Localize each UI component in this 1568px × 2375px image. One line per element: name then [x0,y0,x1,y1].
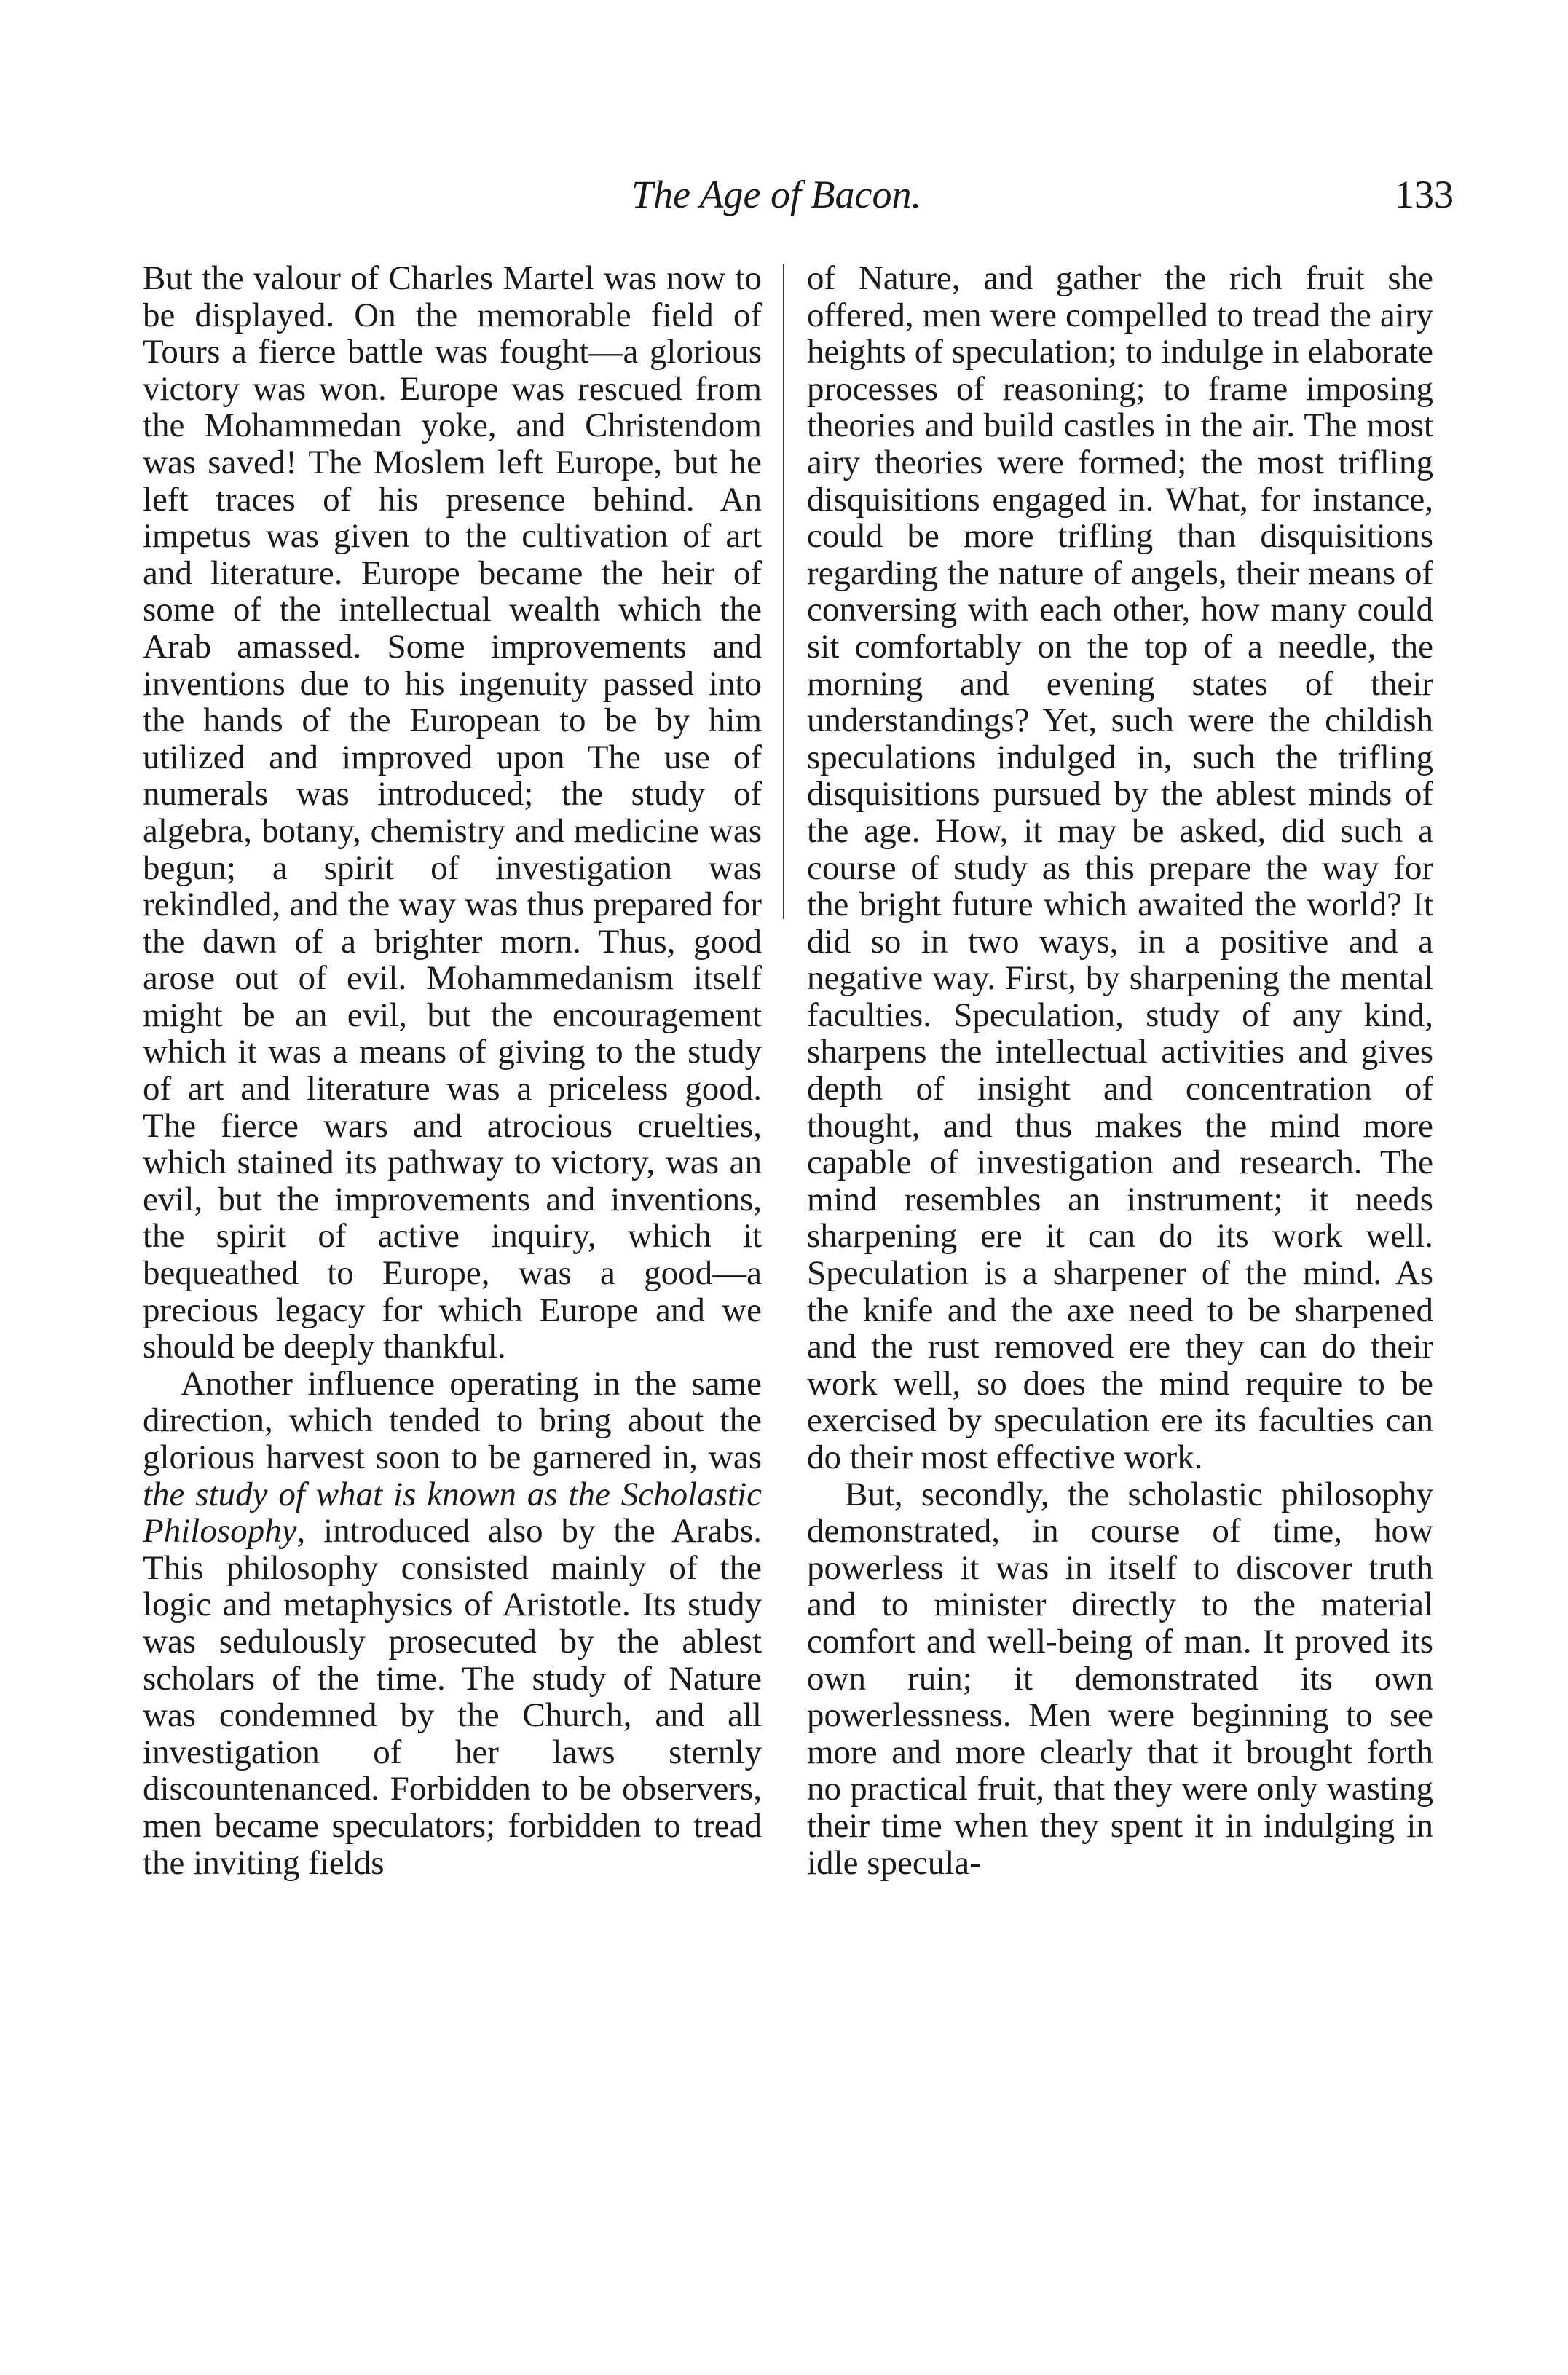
right-column [807,260,1433,1881]
column-divider [783,264,784,919]
paragraph-charles-martel: But the valour of Charles Martel was now to be displayed. On the memorable field of Tours a fierce battle was fought—a glorious victory was won. Europe was rescued from the Mohammedan yoke, and Christendom was saved! The Moslem left Europe, but he left traces of his presence behind. An impetus was given to the cultivation of art and literature. Europe became the heir of some of the intellectual wealth which the Arab amassed. Some improvements and inventions due to his ingenuity passed into the hands of the European to be by him utilized and improved upon The use of numerals was introduced; the study of algebra, botany, chemistry and medicine was begun; a spirit of investigation was rekindled, and the way was thus prepared for the dawn of a brighter morn. Thus, good arose out of evil. Mohammedanism itself might be an evil, but the encouragement which it was a means of giving to the study of art and literature was a priceless good. The fierce wars and atrocious cruelties, which stained its pathway to victory, was an evil, but the improvements and inventions, the spirit of active inquiry, which it bequeathed to Europe, was a good—a precious legacy for which Europe and we should be deeply thankful. [143,259,762,1366]
page-number: 133 [1395,173,1454,216]
paragraph-scholastic-philosophy [143,1366,762,1881]
paragraph-text-end: , introduced also by the Arabs. This philosophy consisted mainly of the logic and metaphysics of Aristotle. Its study was sedulously prosecuted by the ablest scholars of the time. The study of Nature was condemned by the Church, and all investigation of her laws sternly discountenanced. Forbidden to be observers, men became speculators; forbidden to tread the inviting fields [143,1512,762,1882]
italic-phrase: the study of what is known as the Scholastic Philosophy [143,1475,762,1551]
left-column [143,260,762,1881]
running-title: The Age of Bacon. [631,173,921,216]
page-header [143,169,1454,220]
paragraph-secondly: But, secondly, the scholastic philosophy demonstrated, in course of time, how powerless it was in itself to discover truth and to minister directly to the material comfort and well-being of man. It proved its own ruin; it demonstrated its own powerlessness. Men were beginning to see more and more clearly that it brought forth no practical fruit, that they were only wasting their time when they spent it in indulging in idle specula- [807,1475,1433,1882]
paragraph-text-start: Another influence operating in the same direction, which tended to bring about the glorious harvest soon to be garnered in, was [143,1364,762,1476]
paragraph-speculation: of Nature, and gather the rich fruit she offered, men were compelled to tread the airy heights of speculation; to indulge in elaborate processes of reasoning; to frame imposing theories and build castles in the air. The most airy theories were formed; the most trifling disquisitions engaged in. What, for instance, could be more trifling than disquisitions regarding the nature of angels, their means of conversing with each other, how many could sit comfortably on the top of a needle, the morning and evening states of their understandings? Yet, such were the childish speculations indulged in, such the trifling disquisitions pursued by the ablest minds of the age. How, it may be asked, did such a course of study as this prepare the way for the bright future which awaited the world? It did so in two ways, in a positive and a negative way. First, by sharpening the mental faculties. Speculation, study of any kind, sharpens the intellectual activities and gives depth of insight and concentration of thought, and thus makes the mind more capable of investigation and research. The mind resembles an instrument; it needs sharpening ere it can do its work well. Speculation is a sharpener of the mind. As the knife and the axe need to be sharpened and the rust removed ere they can do their work well, so does the mind require to be exercised by speculation ere its faculties can do their most effective work. [807,259,1433,1476]
